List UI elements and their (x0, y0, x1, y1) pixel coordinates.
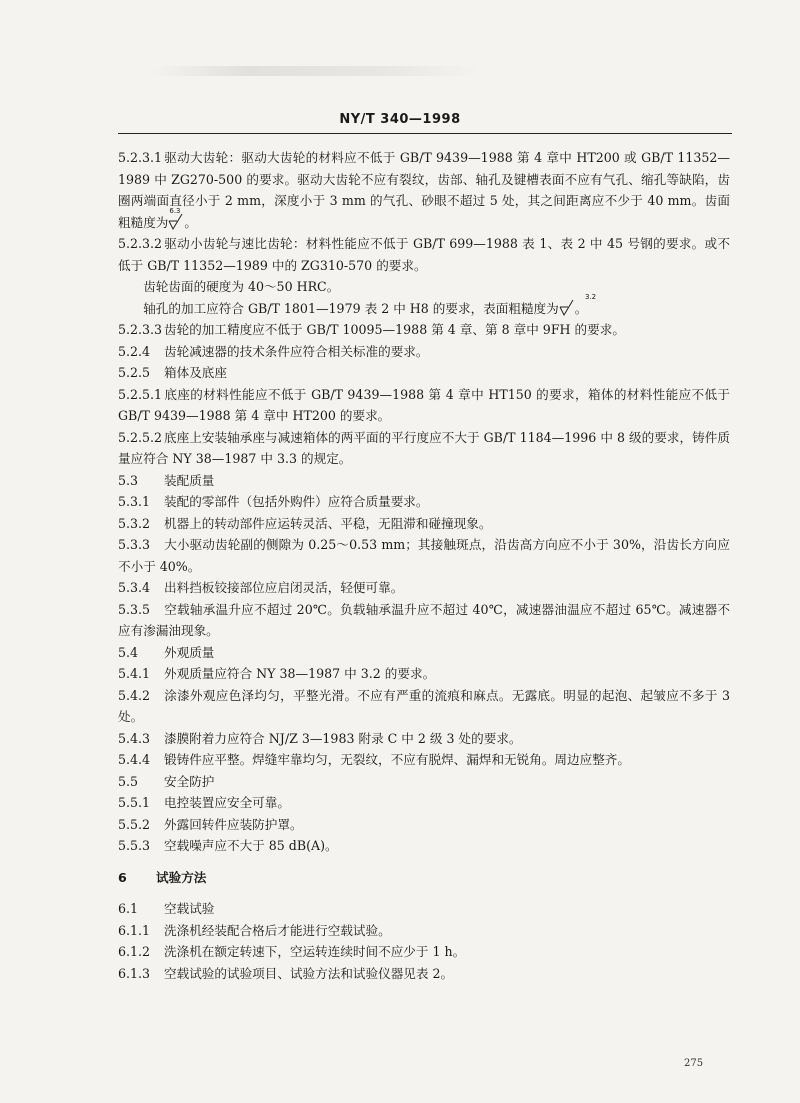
roughness-value: 3.2 (584, 292, 597, 301)
clause-number: 5.4.4 (118, 752, 151, 767)
clause-paragraph (118, 898, 730, 920)
roughness-symbol-icon (559, 292, 597, 317)
clause-paragraph: 轴孔的加工应符合 GB/T 1801—1979 表 2 中 H8 的要求，表面粗糙度为 3.2 。 (143, 292, 597, 316)
clause-paragraph (118, 663, 730, 685)
clause-number: 5.2.3.1 (118, 150, 163, 165)
clause-number: 5.3.2 (118, 515, 151, 531)
clause-paragraph (118, 427, 730, 470)
clause-number: 5.5.3 (118, 838, 151, 853)
section-number: 6 (118, 869, 127, 885)
clause-text: 底座的材料性能应不低于 GB/T 9439—1988 第 4 章中 HT150 的要求，箱体的材料性能应不低于 GB/T 9439—1988 第 4 章中 HT200 的要求。 (118, 386, 730, 423)
section-6-clauses (118, 898, 730, 984)
clause-paragraph (118, 728, 730, 750)
clause-paragraph (118, 685, 730, 728)
scan-artifact (150, 66, 480, 76)
clause-text: 齿轮齿面的硬度为 40～50 HRC。 (143, 279, 340, 294)
clause-number: 6.1 (118, 901, 139, 916)
clause-number: 6.1.2 (118, 944, 151, 959)
clause-text: 电控装置应安全可靠。 (164, 795, 290, 810)
clause-number: 5.5 (118, 773, 139, 789)
clause-paragraph (118, 920, 730, 942)
clause-paragraph (118, 362, 730, 384)
clause-text: 外观质量 (164, 644, 215, 660)
roughness-symbol-icon (168, 206, 184, 231)
clause-number: 5.5.1 (118, 795, 151, 810)
clause-number: 5.3.3 (118, 537, 151, 552)
clause-number: 5.2.3.3 (118, 322, 163, 337)
clause-paragraph: 5.2.3.1 驱动大齿轮：驱动大齿轮的材料应不低于 GB/T 9439—1988 第 4 章中 HT200 或 GB/T 11352—1989 中 ZG270-500 的要求。驱动大齿轮不应有裂纹，齿部、轴孔及键槽表面不应有气孔、缩孔等缺陷，齿圈两端面直径小于 2 mm，深度小于 3 mm 的气孔、砂眼不超过 5 处，其之间距离应不少于 40 mm。齿面粗糙度为 6.3 。 (118, 147, 730, 233)
clause-paragraph (118, 749, 730, 771)
clause-text: 洗涤机在额定转速下，空运转连续时间不应少于 1 h。 (164, 944, 466, 959)
clause-number: 5.3.1 (118, 494, 151, 509)
page-number: 275 (684, 1058, 704, 1069)
clause-text: 空载轴承温升应不超过 20℃。负载轴承温升应不超过 40℃，减速器油温应不超过 65℃。减速器不应有渗漏油现象。 (118, 601, 730, 638)
clause-number: 5.3 (118, 472, 139, 488)
clause-text: 锻铸件应平整。焊缝牢靠均匀，无裂纹，不应有脱焊、漏焊和无锐角。周边应整齐。 (164, 752, 630, 767)
clause-text: 装配的零部件（包括外购件）应符合质量要求。 (164, 494, 429, 509)
clause-number: 6.1.3 (118, 965, 151, 981)
clause-number: 5.5.2 (118, 816, 151, 832)
clause-paragraph (118, 963, 730, 985)
clause-number: 5.4.2 (118, 687, 151, 703)
clause-text: 机器上的转动部件应运转灵活、平稳，无阻滞和碰撞现象。 (164, 515, 492, 531)
clause-number: 5.4.3 (118, 730, 151, 746)
clause-text: 驱动小齿轮与速比齿轮：材料性能应不低于 GB/T 699—1988 表 1、表 2 中 45 号钢的要求。或不低于 GB/T 11352—1989 中的 ZG310-570 的要求。 (118, 236, 730, 273)
header-rule (118, 133, 732, 134)
clause-text: 底座上安装轴承座与减速箱体的两平面的平行度应不大于 GB/T 1184—1996 中 8 级的要求，铸件质量应符合 NY 38—1987 中 3.3 的规定。 (118, 429, 730, 466)
clause-text: 安全防护 (164, 773, 215, 789)
clause-paragraph (118, 470, 730, 492)
clause-number: 5.4.1 (118, 666, 151, 681)
clause-paragraph (118, 941, 730, 963)
clause-text: 出料挡板铰接部位应启闭灵活，轻便可靠。 (164, 580, 404, 595)
roughness-value: 6.3 (169, 206, 181, 215)
clause-text: 箱体及底座 (164, 365, 227, 380)
clause-paragraph (118, 835, 730, 857)
clause-paragraph (118, 814, 730, 836)
clause-paragraph (118, 771, 730, 793)
clause-number: 5.2.3.2 (118, 236, 163, 251)
clause-paragraph (118, 233, 730, 276)
clause-paragraph (118, 534, 730, 577)
clause-number: 5.4 (118, 644, 139, 660)
clause-paragraph (118, 642, 730, 664)
clause-paragraph (118, 792, 730, 814)
clause-text: 齿轮减速器的技术条件应符合相关标准的要求。 (164, 343, 429, 359)
clause-text: 装配质量 (164, 472, 215, 488)
body-text (118, 147, 730, 984)
clause-paragraph (118, 341, 730, 363)
clause-paragraph (118, 491, 730, 513)
clause-text: 洗涤机经装配合格后才能进行空载试验。 (164, 922, 391, 938)
clause-number: 5.2.5.2 (118, 429, 163, 445)
clause-text: 驱动大齿轮：驱动大齿轮的材料应不低于 GB/T 9439—1988 第 4 章中 HT200 或 GB/T 11352—1989 中 ZG270-500 的要求。驱动大齿轮不应有裂纹，齿部、轴孔及键槽表面不应有气孔、缩孔等缺陷，齿圈两端面直径小于 2 mm，深度小于 3 mm 的气孔、砂眼不超过 5 处，其之间距离应不少于 40 mm。齿面粗糙度为 (118, 150, 730, 230)
clause-paragraph (118, 276, 730, 298)
clause-text: 涂漆外观应色泽均匀，平整光滑。不应有严重的流痕和麻点。无露底。明显的起泡、起皱应不多于 3 处。 (118, 687, 730, 724)
clause-list (118, 147, 730, 857)
clause-number: 6.1.1 (118, 922, 151, 938)
clause-paragraph (118, 513, 730, 535)
clause-text: 空载噪声应不大于 85 dB(A)。 (164, 838, 338, 853)
clause-paragraph (118, 599, 730, 642)
section-heading (118, 867, 730, 889)
clause-text: 空载试验 (164, 901, 215, 916)
clause-number: 5.3.5 (118, 601, 151, 617)
clause-text: 漆膜附着力应符合 NJ/Z 3—1983 附录 C 中 2 级 3 处的要求。 (164, 730, 522, 746)
clause-text: 齿轮的加工精度应不低于 GB/T 10095—1988 第 4 章、第 8 章中 9FH 的要求。 (164, 322, 625, 337)
clause-paragraph (118, 319, 730, 341)
section-title: 试验方法 (156, 869, 207, 885)
clause-number: 5.2.5.1 (118, 386, 163, 402)
clause-text: 大小驱动齿轮副的侧隙为 0.25～0.53 mm；其接触斑点，沿齿高方向应不小于 30%，沿齿长方向应不小于 40%。 (118, 537, 730, 574)
clause-text: 轴孔的加工应符合 GB/T 1801—1979 表 2 中 H8 的要求，表面粗糙度为 (143, 300, 559, 316)
clause-number: 5.3.4 (118, 580, 151, 595)
clause-text: 外观质量应符合 NY 38—1987 中 3.2 的要求。 (164, 666, 436, 681)
clause-paragraph (118, 577, 730, 599)
standard-header: NY/T 340—1998 (339, 112, 461, 127)
clause-paragraph (118, 384, 730, 427)
clause-number: 5.2.5 (118, 365, 151, 380)
clause-text: 空载试验的试验项目、试验方法和试验仪器见表 2。 (164, 965, 454, 981)
clause-number: 5.2.4 (118, 343, 151, 359)
clause-text: 外露回转件应装防护罩。 (164, 816, 303, 832)
